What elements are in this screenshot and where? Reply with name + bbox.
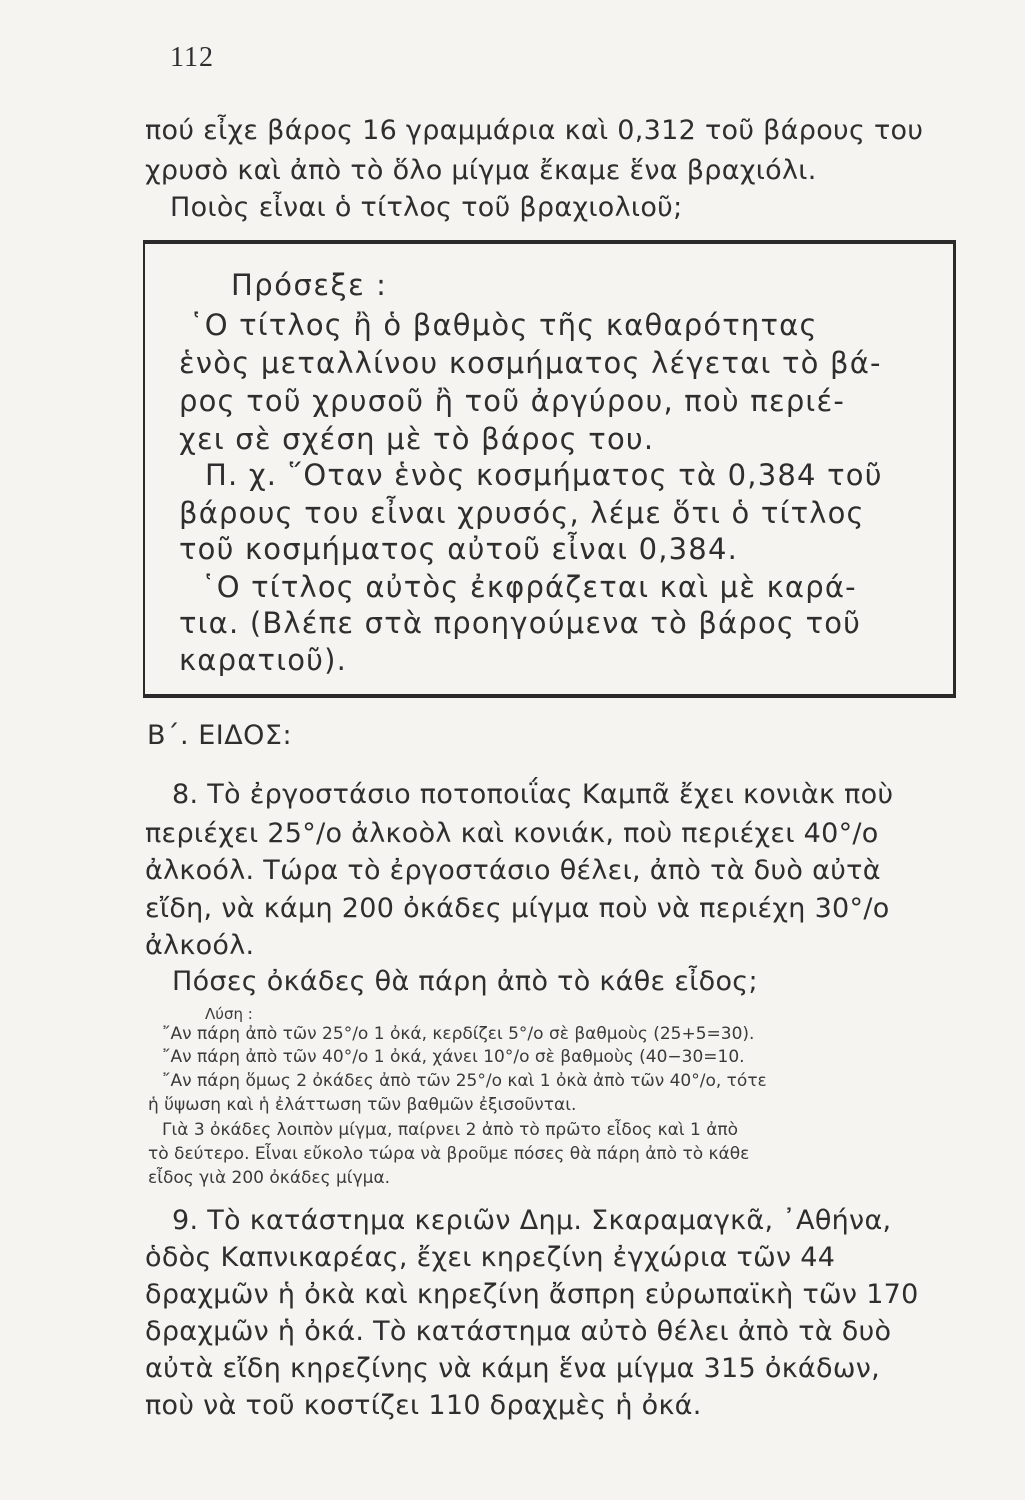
note-line: τια. (Βλέπε στὰ προηγούμενα τὸ βάρος τοῦ — [179, 606, 862, 640]
solution-line: Γιὰ 3 ὀκάδες λοιπὸν μίγμα, παίρνει 2 ἀπὸ τὸ πρῶτο εἶδος καὶ 1 ἀπὸ — [162, 1120, 739, 1140]
problem-line: ἀλκοόλ. Τώρα τὸ ἐργοστάσιο θέλει, ἀπὸ τὰ δυὸ αὐτὰ — [145, 855, 881, 886]
problem-line: 9. Τὸ κατάστημα κεριῶν Δημ. Σκαραμαγκᾶ, ᾿Αθήνα, — [172, 1205, 892, 1236]
note-line: Π. χ. ῞Οταν ἑνὸς κοσμήματος τὰ 0,384 τοῦ — [205, 458, 883, 492]
note-line: καρατιοῦ). — [179, 643, 348, 677]
solution-label: Λύση : — [205, 1005, 253, 1023]
solution-line: ῎Αν πάρη ἀπὸ τῶν 25°/ο 1 ὀκά, κερδίζει 5°/ο σὲ βαθμοὺς (25+5=30). — [162, 1024, 755, 1044]
problem-line: ποὺ νὰ τοῦ κοστίζει 110 δραχμὲς ἡ ὀκά. — [145, 1390, 702, 1421]
solution-line: εἶδος γιὰ 200 ὀκάδες μίγμα. — [148, 1168, 391, 1188]
note-line: τοῦ κοσμήματος αὐτοῦ εἶναι 0,384. — [179, 532, 739, 566]
text-line: Ποιὸς εἶναι ὁ τίτλος τοῦ βραχιολιοῦ; — [170, 192, 683, 223]
note-line: χει σὲ σχέση μὲ τὸ βάρος του. — [179, 422, 655, 456]
solution-line: ῎Αν πάρη ὅμως 2 ὀκάδες ἀπὸ τῶν 25°/ο καὶ 1 ὀκὰ ἀπὸ τῶν 40°/ο, τότε — [162, 1071, 767, 1091]
problem-question: Πόσες ὀκάδες θὰ πάρη ἀπὸ τὸ κάθε εἶδος; — [172, 966, 758, 997]
text-line: πού εἶχε βάρος 16 γραμμάρια καὶ 0,312 τοῦ βάρους του — [145, 115, 924, 146]
note-line: βάρους του εἶναι χρυσός, λέμε ὅτι ὁ τίτλος — [179, 496, 865, 530]
solution-line: τὸ δεύτερο. Εἶναι εὔκολο τώρα νὰ βροῦμε πόσες θὰ πάρη ἀπὸ τὸ κάθε — [148, 1144, 750, 1164]
note-line: ῾Ο τίτλος ἢ ὁ βαθμὸς τῆς καθαρότητας — [189, 308, 818, 342]
note-box — [143, 240, 956, 698]
problem-line: εἴδη, νὰ κάμη 200 ὀκάδες μίγμα ποὺ νὰ περιέχη 30°/ο — [145, 893, 890, 924]
problem-line: ὁδὸς Καπνικαρέας, ἔχει κηρεζίνη ἐγχώρια τῶν 44 — [145, 1242, 836, 1273]
note-line: ῾Ο τίτλος αὐτὸς ἐκφράζεται καὶ μὲ καρά- — [201, 570, 857, 604]
text-line: χρυσὸ καὶ ἀπὸ τὸ ὅλο μίγμα ἔκαμε ἕνα βραχιόλι. — [145, 155, 817, 186]
solution-line: ῎Αν πάρη ἀπὸ τῶν 40°/ο 1 ὀκά, χάνει 10°/ο σὲ βαθμοὺς (40−30=10. — [162, 1047, 745, 1067]
section-heading: Β΄. ΕΙΔΟΣ: — [147, 720, 293, 751]
note-title: Πρόσεξε : — [231, 268, 388, 302]
page-number: 112 — [170, 42, 214, 73]
problem-line: περιέχει 25°/ο ἀλκοὸλ καὶ κονιάκ, ποὺ περιέχει 40°/ο — [145, 818, 879, 849]
problem-line: δραχμῶν ἡ ὀκὰ καὶ κηρεζίνη ἄσπρη εὐρωπαϊκὴ τῶν 170 — [145, 1279, 919, 1310]
problem-line: δραχμῶν ἡ ὀκά. Τὸ κατάστημα αὐτὸ θέλει ἀπὸ τὰ δυὸ — [145, 1316, 892, 1347]
note-line: ἑνὸς μεταλλίνου κοσμήματος λέγεται τὸ βά- — [179, 346, 882, 380]
problem-line: ἀλκοόλ. — [145, 930, 255, 961]
solution-line: ἡ ὕψωση καὶ ἡ ἐλάττωση τῶν βαθμῶν ἐξισοῦνται. — [148, 1095, 577, 1115]
note-line: ρος τοῦ χρυσοῦ ἢ τοῦ ἀργύρου, ποὺ περιέ- — [179, 384, 845, 418]
problem-line: 8. Τὸ ἐργοστάσιο ποτοποιΐας Καμπᾶ ἔχει κονιὰκ ποὺ — [172, 779, 894, 810]
problem-line: αὐτὰ εἴδη κηρεζίνης νὰ κάμη ἕνα μίγμα 315 ὀκάδων, — [145, 1353, 880, 1384]
